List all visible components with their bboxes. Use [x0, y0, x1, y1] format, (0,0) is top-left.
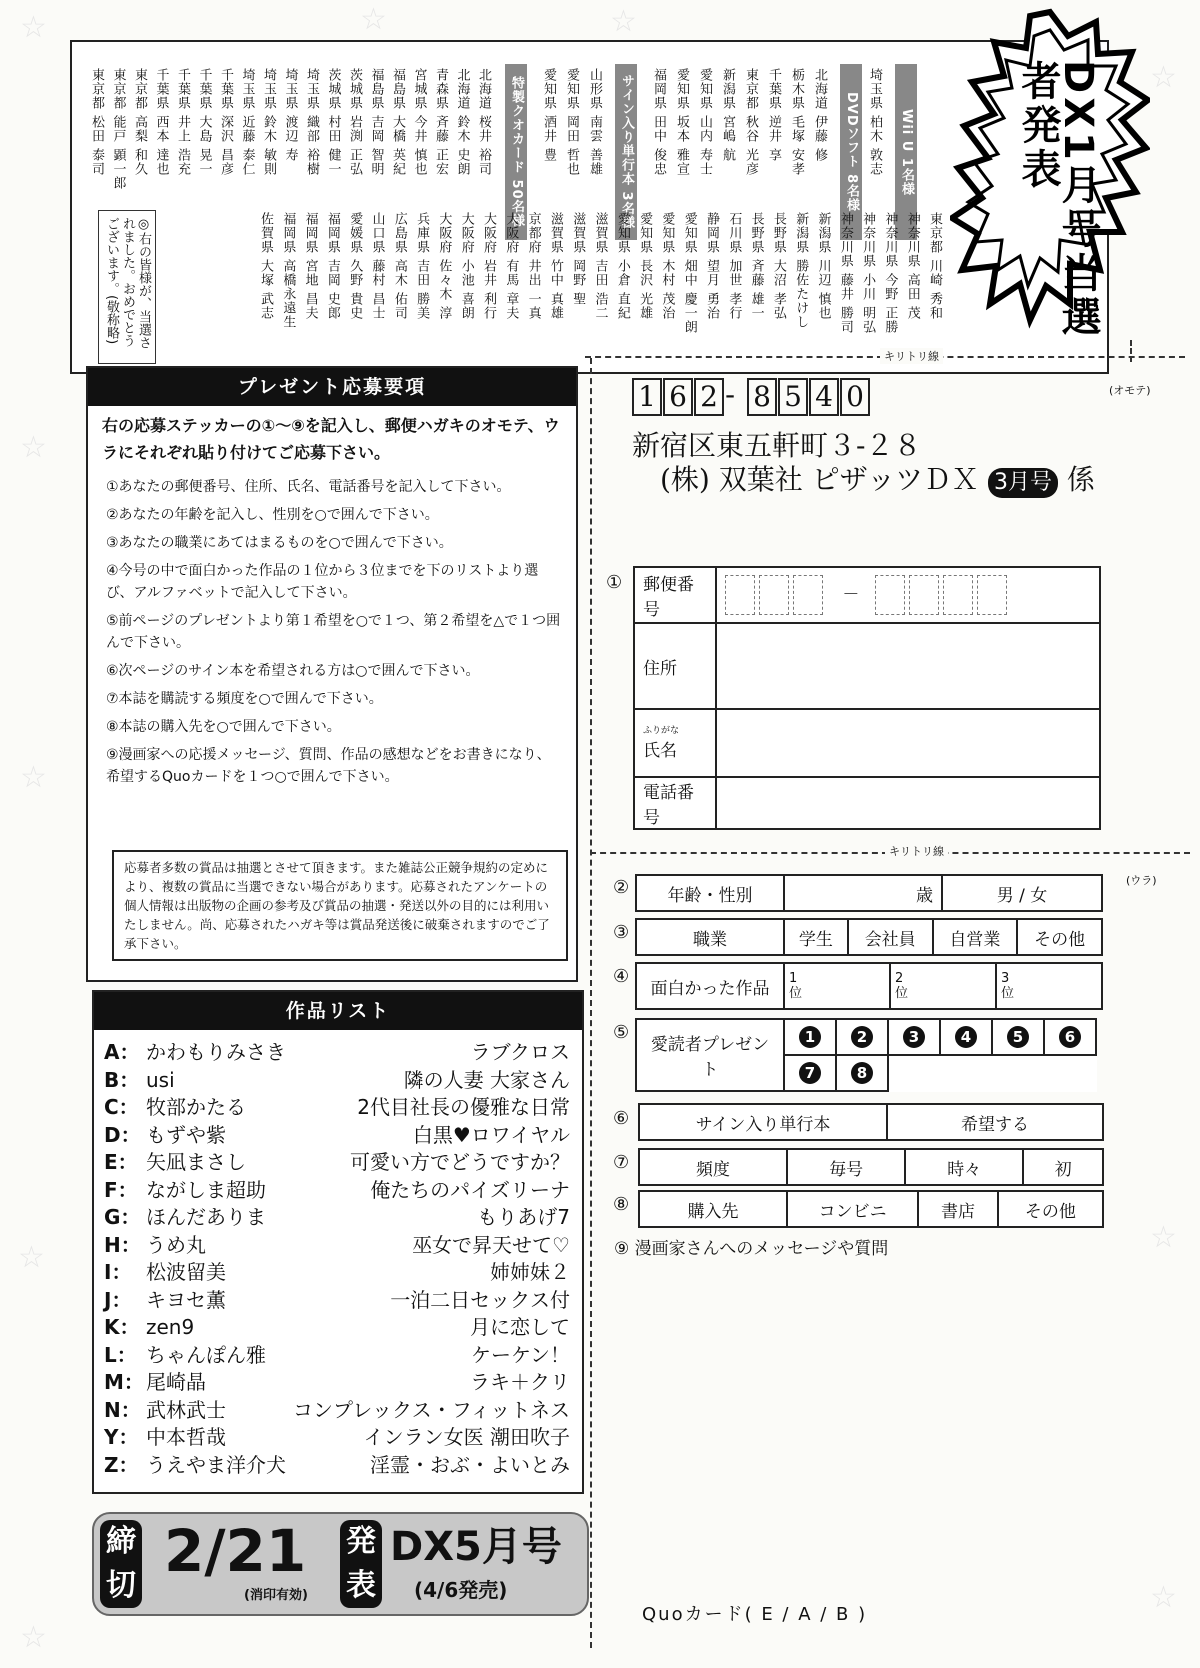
address-input[interactable] — [716, 623, 1100, 709]
prize-wiiu-heading: Wii U 1名様 — [895, 64, 917, 240]
work-author: ながしま超助 — [146, 1177, 266, 1202]
winner-entry: 千葉県 逆井 享 — [766, 68, 781, 163]
guidelines-items — [88, 476, 576, 788]
contact-form — [633, 566, 1101, 830]
field-number-7: ⑦ — [613, 1152, 630, 1173]
address-line-2-suffix: 係 — [1066, 463, 1095, 496]
age-unit: 歳 — [916, 885, 933, 906]
winner-entry: 神奈川県 高田 茂 — [904, 212, 920, 321]
work-row — [104, 1451, 576, 1479]
work-title: ラキ＋クリ — [470, 1370, 570, 1394]
work-row — [104, 1093, 576, 1121]
quo-card-choice[interactable]: Quoカード( E / A / B ) — [642, 1604, 868, 1625]
winner-entry: 愛知県 岡田 哲也 — [564, 68, 579, 177]
winner-entry: 大阪府 小池 喜朗 — [458, 212, 474, 321]
work-title: ケーケン！ — [471, 1342, 570, 1367]
present-number-icon: 3 — [903, 1026, 925, 1048]
winner-entry: 埼玉県 渡辺 寿 — [282, 68, 298, 163]
winner-entry: 福岡県 吉岡 史郎 — [324, 212, 340, 321]
present-number-icon: 7 — [799, 1062, 821, 1084]
winner-entry: 埼玉県 織部 裕樹 — [304, 68, 319, 177]
name-label-cell — [634, 709, 716, 777]
work-letter: E： — [104, 1150, 138, 1174]
announcement-issue-note: (4/6発売) — [414, 1578, 508, 1602]
rank-label: 1位 — [789, 971, 803, 1001]
postal-hyphen: － — [842, 585, 860, 605]
postal-digit-box[interactable] — [793, 575, 823, 615]
work-letter: N： — [104, 1397, 141, 1422]
winner-entry: 佐賀県 大塚 武志 — [258, 212, 273, 321]
winner-entry: 千葉県 大島 晃一 — [196, 68, 212, 177]
postal-digit-box[interactable] — [909, 575, 939, 615]
guidelines-notice: 応募者多数の賞品は抽選とさせて頂きます。また雑誌公正競争規約の定めにより、複数の賞品に当選できない場合があります。応募されたアンケートの個人情報は出版物の企画の参考及び賞品の抽選・発送以外の目的には利用いたしません。尚、応募されたハガキ等は賞品発送後に破棄されますのでご了承下さい。 — [112, 850, 568, 961]
present-option[interactable] — [836, 1019, 888, 1055]
address-line-2-main: (株) 双葉社 ピザッツＤＸ — [660, 463, 980, 496]
phone-input[interactable] — [716, 777, 1100, 829]
purchase-place-label: 購入先 — [639, 1191, 787, 1227]
background-star-icon: ☆ — [20, 430, 47, 465]
winner-entry: 福島県 大橋 英紀 — [390, 68, 405, 177]
winner-entry: 栃木県 毛塚 安孝 — [789, 68, 804, 177]
purchase-place-option[interactable]: 書店 — [918, 1191, 997, 1227]
work-title: 可愛い方でどうですか？ — [350, 1150, 570, 1174]
work-author: usi — [146, 1067, 175, 1092]
present-option[interactable] — [784, 1055, 836, 1091]
work-title: 淫霊・おぶ・よいとみ — [370, 1452, 570, 1477]
guideline-item: ⑦本誌を購読する頻度を○で囲んで下さい。 — [106, 691, 383, 707]
background-star-icon: ☆ — [18, 1240, 45, 1275]
work-row — [104, 1368, 576, 1396]
guideline-item: ③あなたの職業にあてはまるものを○で囲んで下さい。 — [106, 535, 453, 551]
signed-book-label: サイン入り単行本 — [639, 1104, 887, 1140]
winners-note: ◎右の皆様が、当選されました。おめでとうございます。(敬称略) — [98, 210, 156, 364]
winner-entry: 兵庫県 吉田 勝美 — [414, 212, 430, 321]
sign-winners-list — [530, 68, 602, 228]
guideline-item: ④今号の中で面白かった作品の１位から３位までを下のリストより選び、アルファベットで記入して下さい。 — [106, 563, 539, 601]
deadline-label: 締切 — [100, 1520, 142, 1608]
deadline-date-note: (消印有効) — [244, 1588, 308, 1603]
occupation-option[interactable]: その他 — [1017, 919, 1102, 955]
winner-entry: 滋賀県 岡野 聖 — [570, 212, 586, 307]
rank-cell[interactable] — [996, 963, 1102, 1009]
field-number-6: ⑥ — [613, 1108, 630, 1129]
work-title: 2代目社長の優雅な日常 — [357, 1095, 570, 1119]
winner-entry: 千葉県 井上 浩充 — [175, 68, 190, 177]
winner-entry: 宮城県 今井 慎也 — [411, 68, 427, 177]
furigana-label: ふりがな — [643, 725, 680, 736]
postal-digit-box[interactable] — [875, 575, 905, 615]
purchase-place-row — [638, 1190, 1104, 1228]
zip-digit-box: 2 — [694, 378, 724, 416]
winner-entry: 東京都 秋谷 光彦 — [743, 68, 758, 177]
work-letter: B： — [104, 1067, 140, 1092]
cut-line-label-middle: キリトリ線 — [885, 843, 948, 859]
work-author: うめ丸 — [146, 1232, 206, 1257]
work-title: 一泊二日セックス付 — [390, 1287, 570, 1312]
age-input[interactable] — [784, 875, 942, 911]
address-label: 住所 — [634, 623, 716, 709]
present-number-icon: 2 — [851, 1026, 873, 1048]
background-star-icon: ☆ — [1150, 1580, 1177, 1615]
background-star-icon: ☆ — [1150, 60, 1177, 95]
work-letter: H： — [104, 1232, 141, 1257]
wiiu-winner: 埼玉県 柏木 敦志 — [867, 68, 882, 177]
work-author: 松波留美 — [146, 1260, 226, 1284]
winner-entry: 滋賀県 吉田 浩二 — [592, 212, 608, 321]
winner-entry: 福岡県 高橋永遠生 — [280, 212, 296, 330]
work-row — [104, 1286, 576, 1314]
cut-line-vertical — [590, 358, 592, 1648]
work-letter: Z： — [104, 1452, 139, 1477]
reader-present-table — [635, 1018, 1097, 1092]
announcement-label: 発表 — [340, 1520, 382, 1608]
postal-code-input[interactable] — [716, 567, 1100, 623]
winner-entry: 東京都 松田 泰司 — [89, 68, 104, 177]
guideline-item: ②あなたの年齢を記入し、性別を○で囲んで下さい。 — [106, 507, 439, 523]
winner-entry: 長野県 大沼 孝弘 — [770, 212, 786, 321]
work-author: 中本哲哉 — [146, 1425, 226, 1449]
cut-line-label-top: キリトリ線 — [880, 348, 943, 364]
work-row — [104, 1313, 576, 1341]
rank-cell[interactable] — [784, 963, 890, 1009]
phone-label: 電話番号 — [634, 777, 716, 829]
winner-entry: 青森県 斉藤 正宏 — [433, 68, 448, 177]
frequency-option[interactable]: 時々 — [905, 1149, 1023, 1185]
present-option[interactable] — [1044, 1019, 1096, 1055]
work-letter: C： — [104, 1095, 139, 1119]
front-label: (オモテ) — [1105, 382, 1155, 398]
winner-entry: 東京都 高梨 和久 — [132, 68, 147, 177]
winner-entry: 静岡県 望月 勇治 — [704, 212, 719, 321]
postal-digit-box[interactable] — [725, 575, 755, 615]
present-option[interactable] — [784, 1019, 836, 1055]
favorite-works-label: 面白かった作品 — [636, 963, 784, 1009]
name-label: 氏名 — [643, 740, 677, 761]
winner-entry: 広島県 高木 佑司 — [391, 212, 407, 321]
work-row — [104, 1231, 576, 1259]
frequency-row — [638, 1148, 1104, 1186]
postal-digit-box[interactable] — [759, 575, 789, 615]
winner-entry: 愛知県 長沢 光雄 — [637, 212, 653, 321]
name-input[interactable] — [716, 709, 1100, 777]
age-sex-row — [635, 874, 1103, 912]
winner-entry: 愛知県 坂本 雅宣 — [674, 68, 689, 177]
work-letter: Y： — [104, 1425, 139, 1449]
towel-winners-top-list — [81, 68, 491, 228]
winner-entry: 東京都 川崎 秀和 — [927, 212, 942, 321]
background-star-icon: ☆ — [360, 2, 387, 37]
guideline-item: ⑤前ページのプレゼントより第１希望を○で１つ、第２希望を△で１つ囲んで下さい。 — [106, 613, 561, 651]
winner-entry: 北海道 鈴木 史朗 — [454, 68, 470, 177]
field-number-4: ④ — [613, 966, 630, 987]
postal-digit-box[interactable] — [943, 575, 973, 615]
reader-present-label: 愛読者プレゼント — [636, 1019, 784, 1091]
background-star-icon: ☆ — [610, 4, 637, 39]
work-author: もずや紫 — [146, 1122, 226, 1147]
occupation-label: 職業 — [636, 919, 784, 955]
winner-entry: 愛媛県 久野 貴史 — [347, 212, 363, 321]
winner-entry: 福島県 吉岡 智明 — [368, 68, 384, 177]
winner-entry: 福岡県 田中 俊忠 — [651, 68, 666, 177]
work-letter: K： — [104, 1315, 140, 1339]
message-label: ⑨ 漫画家さんへのメッセージや質問 — [614, 1239, 889, 1259]
winner-entry: 愛知県 畑中 慶一朗 — [681, 212, 697, 335]
age-sex-label: 年齢・性別 — [636, 875, 784, 911]
field-number-3: ③ — [613, 922, 630, 943]
prize-sign-heading: サイン入り単行本 3名様 — [615, 64, 637, 240]
badge-text: DX1月号当選者発表 — [1015, 60, 1101, 340]
work-author: 尾崎晶 — [146, 1370, 206, 1394]
rank-cell[interactable] — [890, 963, 996, 1009]
work-title: インラン女医 潮田吹子 — [363, 1425, 570, 1449]
present-number-icon: 4 — [955, 1026, 977, 1048]
work-row — [104, 1341, 576, 1369]
field-number-8: ⑧ — [613, 1194, 630, 1215]
prize-dvd-heading: DVDソフト 8名様 — [840, 64, 862, 240]
work-title: 姉姉妹２ — [490, 1260, 570, 1284]
background-star-icon: ☆ — [20, 1620, 47, 1655]
announcement-badge — [950, 8, 1150, 348]
winner-entry: 茨城県 岩渕 正弘 — [347, 68, 362, 177]
work-author: キヨセ薫 — [146, 1287, 226, 1312]
winner-entry: 山形県 南雲 善雄 — [587, 68, 602, 177]
winner-entry: 山口県 藤村 昌士 — [369, 212, 385, 321]
winner-entry: 長野県 斉藤 雄一 — [748, 212, 764, 321]
work-title: 白黒♥ロワイヤル — [412, 1122, 570, 1147]
rank-label: 3位 — [1001, 971, 1015, 1001]
deadline-bar — [92, 1512, 589, 1616]
guideline-item: ①あなたの郵便番号、住所、氏名、電話番号を記入して下さい。 — [106, 479, 511, 495]
winner-entry: 新潟県 勝佐たけし — [793, 212, 809, 330]
work-row — [104, 1066, 576, 1094]
winner-entry: 大阪府 有馬 章夫 — [503, 212, 519, 321]
work-author: zen9 — [146, 1315, 195, 1339]
frequency-option[interactable]: 毎号 — [787, 1149, 905, 1185]
winner-entry: 神奈川県 小川 明弘 — [860, 212, 876, 335]
present-option[interactable] — [888, 1019, 940, 1055]
guideline-item: ⑧本誌の購入先を○で囲んで下さい。 — [106, 719, 341, 735]
winner-entry: 愛知県 山内 寿士 — [697, 68, 712, 177]
present-option[interactable] — [992, 1019, 1044, 1055]
winner-entry: 神奈川県 今野 正勝 — [882, 212, 898, 335]
field-number-2: ② — [613, 877, 630, 898]
work-row — [104, 1203, 576, 1231]
issue-pill: 3月号 — [988, 468, 1058, 498]
present-number-icon: 1 — [799, 1026, 821, 1048]
work-title: ラブクロス — [470, 1040, 570, 1064]
favorite-works-row — [635, 962, 1103, 1010]
background-star-icon: ☆ — [20, 760, 47, 795]
work-author: ほんだありま — [146, 1205, 266, 1229]
guidelines-intro: 右の応募ステッカーの①～⑨を記入し、郵便ハガキのオモテ、ウラにそれぞれ貼り付けてご応募下さい。 — [102, 416, 560, 462]
work-row — [104, 1396, 576, 1424]
address-line-2 — [660, 458, 1095, 498]
zip-digit-box: 5 — [778, 378, 808, 416]
winner-entry: 北海道 伊藤 修 — [812, 68, 827, 163]
deadline-date: 2/21 — [164, 1517, 307, 1585]
work-row — [104, 1176, 576, 1204]
background-star-icon: ☆ — [20, 10, 47, 45]
winner-entry: 神奈川県 藤井 勝司 — [837, 212, 853, 335]
work-title: もりあげ7 — [477, 1205, 570, 1229]
winner-entry: 東京都 能戸 顕一郎 — [110, 68, 126, 191]
zip-digit-box: 0 — [840, 378, 870, 416]
winner-entry: 新潟県 宮嶋 航 — [720, 68, 735, 163]
work-title: コンプレックス・フィットネス — [293, 1397, 570, 1422]
work-letter: F： — [104, 1177, 138, 1202]
work-row — [104, 1121, 576, 1149]
message-input[interactable] — [640, 1252, 1110, 1582]
guideline-item: ⑨漫画家への応援メッセージ、質問、作品の感想などをお書きになり、希望するQuoカードを１つ○で囲んで下さい。 — [106, 747, 551, 785]
work-letter: L： — [104, 1342, 137, 1367]
purchase-place-option[interactable]: その他 — [998, 1191, 1103, 1227]
present-number-icon: 8 — [851, 1062, 873, 1084]
signed-book-option[interactable]: 希望する — [887, 1104, 1103, 1140]
work-author: うえやま洋介犬 — [146, 1452, 286, 1477]
cut-line-corner — [1130, 340, 1132, 362]
winner-entry: 福岡県 宮地 昌夫 — [302, 212, 318, 321]
postal-digit-box[interactable] — [977, 575, 1007, 615]
work-author: かわもりみさき — [146, 1040, 286, 1064]
zip-digit-box: 1 — [632, 378, 662, 416]
background-star-icon: ☆ — [1150, 1220, 1177, 1255]
zip-digit-box: 6 — [663, 378, 693, 416]
winner-entry: 愛知県 小倉 直紀 — [614, 212, 630, 321]
work-letter: A： — [104, 1040, 140, 1064]
work-title: 隣の人妻 大家さん — [403, 1067, 570, 1092]
work-letter: I： — [104, 1260, 132, 1284]
present-number-icon: 5 — [1007, 1026, 1029, 1048]
works-heading: 作品リスト — [94, 992, 582, 1030]
zip-digit-box: 4 — [809, 378, 839, 416]
zip-hyphen: - — [725, 378, 736, 411]
winner-entry: 滋賀県 竹中 真雄 — [547, 212, 563, 321]
postal-code-label: 郵便番号 — [634, 567, 716, 623]
work-author: 牧部かたる — [146, 1095, 246, 1119]
present-option[interactable] — [940, 1019, 992, 1055]
winner-entry: 大阪府 岩井 利行 — [481, 212, 496, 321]
address-line-1: 新宿区東五軒町３-２８ — [632, 429, 922, 462]
winner-entry: 千葉県 深沢 昌彦 — [218, 68, 233, 177]
work-author: 武林武士 — [146, 1397, 226, 1422]
present-option[interactable] — [836, 1055, 888, 1091]
work-author: 矢凪まさし — [146, 1150, 246, 1174]
winner-entry: 茨城県 村田 健一 — [325, 68, 341, 177]
work-letter: G： — [104, 1205, 141, 1229]
winner-entry: 京都府 井出 一真 — [525, 212, 541, 321]
occupation-option[interactable]: 学生 — [784, 919, 848, 955]
work-author: ちゃんぽん雅 — [146, 1342, 266, 1367]
present-guidelines-panel — [86, 366, 578, 982]
winner-entry: 愛知県 酒井 豊 — [541, 68, 556, 163]
winner-entry: 千葉県 西本 達也 — [153, 68, 169, 177]
prize-towel-heading: 特製クオカード 50名様 — [505, 64, 527, 240]
work-letter: J： — [104, 1287, 132, 1312]
works-list-panel — [92, 990, 584, 1494]
guideline-item: ⑥次ページのサイン本を希望される方は○で囲んで下さい。 — [106, 663, 480, 679]
work-title: 月に恋して — [470, 1315, 570, 1339]
work-row — [104, 1148, 576, 1176]
work-row — [104, 1038, 576, 1066]
winner-entry: 埼玉県 近藤 泰仁 — [239, 68, 255, 177]
zip-digit-box: 8 — [747, 378, 777, 416]
work-letter: M： — [104, 1370, 144, 1394]
occupation-row — [635, 918, 1103, 956]
dvd-winners-list — [637, 68, 827, 228]
towel-winners-bottom-list — [247, 212, 942, 362]
rank-label: 2位 — [895, 971, 909, 1001]
work-letter: D： — [104, 1122, 141, 1147]
frequency-option[interactable]: 初 — [1023, 1149, 1103, 1185]
winner-entry: 愛知県 木村 茂治 — [659, 212, 675, 321]
frequency-label: 頻度 — [639, 1149, 787, 1185]
winner-entry: 石川県 加世 孝行 — [726, 212, 742, 321]
winner-entry: 大阪府 佐々木 淳 — [436, 212, 452, 321]
present-number-icon: 6 — [1059, 1026, 1081, 1048]
guidelines-heading: プレゼント応募要項 — [88, 368, 576, 406]
winner-entry: 北海道 桜井 裕司 — [476, 68, 491, 177]
field-number-1: ① — [606, 572, 623, 593]
signed-book-row — [638, 1103, 1104, 1141]
winner-entry: 新潟県 川辺 慎也 — [815, 212, 831, 321]
occupation-option[interactable]: 自営業 — [933, 919, 1018, 955]
work-row — [104, 1258, 576, 1286]
purchase-place-option[interactable]: コンビニ — [787, 1191, 918, 1227]
winner-entry: 埼玉県 鈴木 敏則 — [261, 68, 276, 177]
work-title: 俺たちのパイズリーナ — [370, 1177, 570, 1202]
sex-option[interactable]: 男 / 女 — [942, 875, 1102, 911]
field-number-5: ⑤ — [613, 1022, 630, 1043]
work-title: 巫女で昇天せて♡ — [412, 1232, 570, 1257]
announcement-issue: DX5月号 — [390, 1524, 562, 1570]
occupation-option[interactable]: 会社員 — [848, 919, 933, 955]
back-label: (ウラ) — [1122, 872, 1161, 888]
work-row — [104, 1423, 576, 1451]
